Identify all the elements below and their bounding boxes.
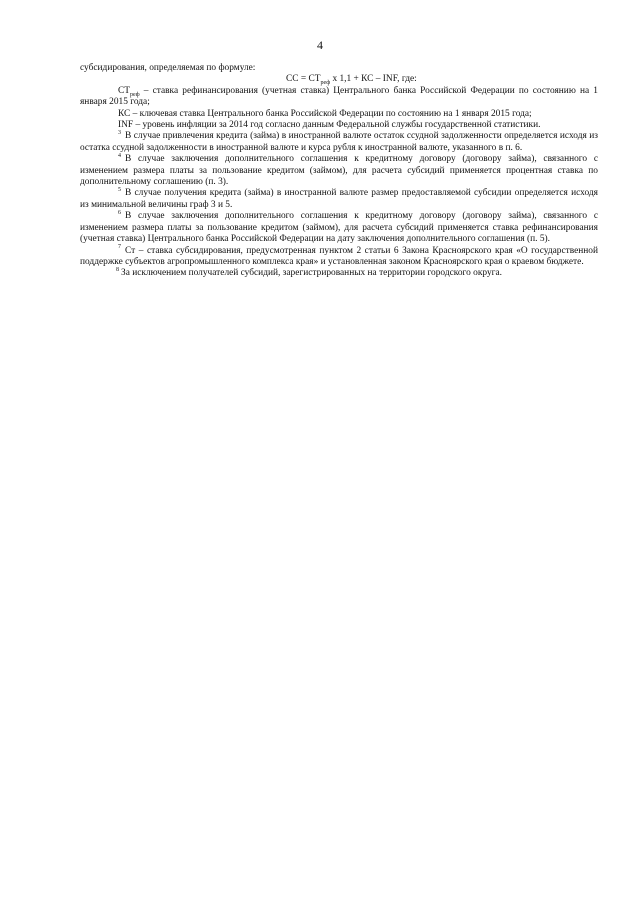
definition-term: КС: [118, 108, 131, 119]
footnote-7: 7 Ст – ставка субсидирования, предусмотренная пунктом 2 статьи 6 Закона Красноярского края «О государственной поддержке субъектов агропромышленного комплекса края» и установленная законом Красноярского края о краевом бюджете.: [80, 244, 598, 267]
definition-text: – ставка рефинансирования (учетная ставка) Центрального банка Российской Федерации по состоянию на 1 января 2015 года;: [80, 85, 598, 108]
footnote-4: 4 В случае заключения дополнительного соглашения к кредитному договору (договору займа), связанного с изменением размера платы за пользование кредитом (займом), для расчета субсидий применяется процентная ставка по дополнительному соглашению (п. 3).: [80, 153, 598, 188]
footnote-text: Ст – ставка субсидирования, предусмотренная пунктом 2 статьи 6 Закона Красноярского края «О государственной поддержке субъектов агропромышленного комплекса края» и установленная законом Красноярского края о краевом бюджете.: [80, 245, 598, 267]
footnote-8: 8 За исключением получателей субсидий, зарегистрированных на территории городского округа.: [116, 267, 503, 279]
formula-right: х 1,1 + КС – INF, где:: [330, 74, 417, 85]
formula-subscript: реф: [320, 80, 331, 87]
definition-ct-ref: [80, 86, 598, 109]
footnote-6: 6 В случае заключения дополнительного соглашения к кредитному договору (договору займа), связанного с изменением размера платы за пользование кредитом (займом), для расчета субсидий применяется ставка рефинансирования (учетная ставка) Центрального банка Российской Федерации на дату заключения дополнительного соглашения (п. 5).: [80, 210, 598, 245]
footnote-text: В случае привлечения кредита (займа) в иностранной валюте остаток ссудной задолженности определяется исходя из остатка ссудной задолженности в иностранной валюте и курса рубля к иностранной валюте, указанного в п. 6.: [80, 131, 598, 153]
definition-text: – уровень инфляции за 2014 год согласно данным Федеральной службы государственной статистики.: [133, 120, 541, 131]
intro-text: субсидирования, определяемая по формуле:: [80, 63, 256, 73]
formula-left: СС = СТ: [286, 74, 321, 85]
footnote-3: 3 В случае привлечения кредита (займа) в иностранной валюте остаток ссудной задолженности определяется исходя из остатка ссудной задолженности в иностранной валюте и курса рубля к иностранной валюте, указанного в п. 6.: [80, 130, 598, 153]
footnote-5: 5 В случае получения кредита (займа) в иностранной валюте размер предоставляемой субсидии определяется исходя из минимальной величины граф 3 и 5.: [80, 187, 598, 210]
footnote-text: За исключением получателей субсидий, зарегистрированных на территории городского округа.: [121, 268, 503, 279]
formula: [80, 74, 598, 85]
footnote-text: В случае заключения дополнительного соглашения к кредитному договору (договору займа), связанного с изменением размера платы за пользование кредитом (займом), для расчета субсидий применяется ставка рефинансирования (учетная ставка) Центрального банка Российской Федерации на дату заключения дополнительного соглашения (п. 5).: [80, 211, 598, 245]
page-number: 4: [317, 38, 323, 52]
footnote-text: В случае получения кредита (займа) в иностранной валюте размер предоставляемой субсидии определяется исходя из минимальной величины граф 3 и 5.: [80, 188, 598, 210]
footnote-text: В случае заключения дополнительного соглашения к кредитному договору (договору займа), связанного с изменением размера платы за пользование кредитом (займом), для расчета субсидий применяется процентная ставка по дополнительному соглашению (п. 3).: [80, 154, 598, 188]
definition-ks: [80, 109, 598, 120]
document-body: [80, 63, 598, 280]
definition-term: СТ: [118, 85, 130, 96]
definition-text: – ключевая ставка Центрального банка Российской Федерации по состоянию на 1 января 2015 года;: [130, 108, 532, 119]
definition-inf: [80, 120, 598, 131]
definition-term: INF: [118, 120, 134, 131]
definition-subscript: реф: [129, 91, 140, 98]
